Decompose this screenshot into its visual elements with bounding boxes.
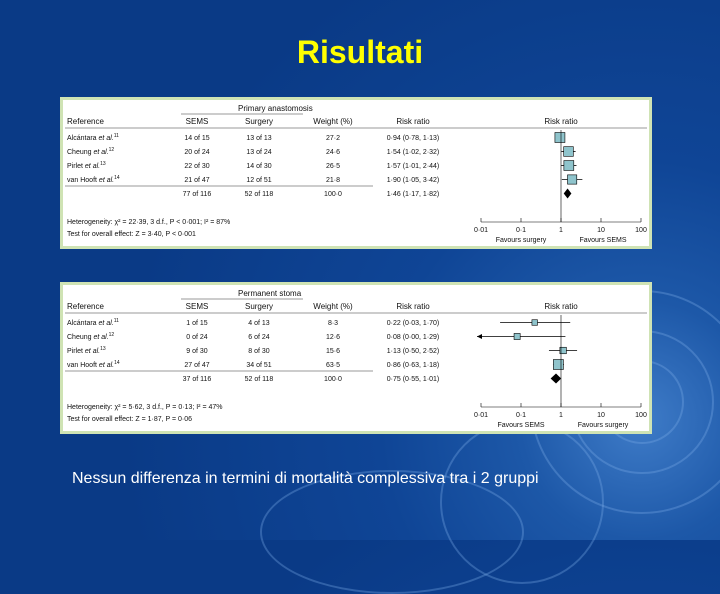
study-sems-events: 20 of 24 [184,149,210,156]
study-risk-ratio: 1·57 (1·01, 2·44) [386,163,440,170]
study-point-marker [532,320,538,326]
x-axis-tick-label: 0·1 [515,227,527,234]
x-axis-tick-label: 1 [559,412,563,419]
group-header: Permanent stoma [238,289,302,298]
column-header-surgery: Surgery [244,117,274,126]
forest-plot-permanent-stoma [60,282,652,434]
total-weight: 100·0 [324,191,342,198]
x-axis-tick-label: 10 [597,227,605,234]
x-axis-tick-label: 100 [635,412,647,419]
slide-title: Risultati [296,34,424,70]
total-risk-ratio: 1·46 (1·17, 1·82) [386,191,440,198]
column-header-weight: Weight (%) [313,302,353,311]
column-header-risk-ratio: Risk ratio [396,117,430,126]
favours-left-label: Favours SEMS [497,422,545,429]
ci-arrow-marker [477,334,482,339]
column-header-reference: Reference [67,117,104,126]
study-surgery-events: 13 of 13 [246,135,272,142]
total-risk-ratio: 0·75 (0·55, 1·01) [386,376,440,383]
total-surgery-events: 52 of 118 [244,191,274,198]
study-surgery-events: 12 of 51 [246,177,272,184]
favours-right-label: Favours SEMS [579,237,627,244]
study-point-marker [564,147,574,157]
study-weight: 21·8 [325,177,341,184]
column-header-sems: SEMS [185,117,209,126]
study-sems-events: 14 of 15 [184,135,210,142]
study-weight: 27·2 [325,135,341,142]
study-sems-events: 9 of 30 [186,348,208,355]
study-weight: 12·6 [325,334,341,341]
study-weight: 24·6 [325,149,341,156]
pooled-estimate-diamond [564,189,572,199]
column-header-surgery: Surgery [244,302,274,311]
total-surgery-events: 52 of 118 [244,376,274,383]
study-sems-events: 22 of 30 [184,163,210,170]
column-header-risk-ratio-plot: Risk ratio [544,117,578,126]
x-axis-tick-label: 0·01 [473,227,489,234]
study-risk-ratio: 0·86 (0·63, 1·18) [386,362,440,369]
x-axis-tick-label: 10 [597,412,605,419]
study-sems-events: 21 of 47 [184,177,210,184]
study-risk-ratio: 0·08 (0·00, 1·29) [386,334,440,341]
study-surgery-events: 14 of 30 [246,163,272,170]
study-surgery-events: 4 of 13 [248,320,270,327]
x-axis-tick-label: 0·1 [515,412,527,419]
forest-plot-primary-anastomosis [60,97,652,249]
study-surgery-events: 6 of 24 [248,334,270,341]
x-axis-tick-label: 1 [559,227,563,234]
study-sems-events: 27 of 47 [184,362,210,369]
study-weight: 63·5 [325,362,341,369]
study-weight: 15·6 [325,348,341,355]
pooled-estimate-diamond [551,374,562,384]
study-point-marker [514,333,520,339]
study-surgery-events: 13 of 24 [246,149,272,156]
column-header-risk-ratio-plot: Risk ratio [544,302,578,311]
slide-caption: Nessun differenza in termini di mortalità complessiva tra i 2 gruppi [72,470,539,487]
study-point-marker [564,161,574,171]
column-header-sems: SEMS [185,302,209,311]
study-surgery-events: 34 of 51 [246,362,272,369]
column-header-risk-ratio: Risk ratio [396,302,430,311]
study-surgery-events: 8 of 30 [248,348,270,355]
study-reference: Pirlet et al.$^{13}$ [67,346,106,355]
forest-plot-svg [63,100,649,246]
study-sems-events: 0 of 24 [186,334,208,341]
study-point-marker [568,175,577,184]
total-weight: 100·0 [324,376,342,383]
study-sems-events: 1 of 15 [186,320,208,327]
study-reference: Alcántara et al.$^{11}$ [67,318,119,327]
heterogeneity-text: Heterogeneity: χ² = 5·62, 3 d.f., P = 0·13; I² = 47% [67,404,223,411]
study-risk-ratio: 1·13 (0·50, 2·52) [386,348,440,355]
total-sems-events: 77 of 116 [182,191,212,198]
column-header-weight: Weight (%) [313,117,353,126]
group-header: Primary anastomosis [238,104,313,113]
favours-right-label: Favours surgery [577,422,629,429]
study-reference: Pirlet et al.$^{13}$ [67,161,106,170]
study-reference: Alcántara et al.$^{11}$ [67,133,119,142]
column-header-reference: Reference [67,302,104,311]
overall-effect-text: Test for overall effect: Z = 3·40, P < 0·001 [67,231,196,238]
x-axis-tick-label: 0·01 [473,412,489,419]
study-weight: 26·5 [325,163,341,170]
study-risk-ratio: 0·22 (0·03, 1·70) [386,320,440,327]
study-point-marker [555,133,565,143]
study-risk-ratio: 1·90 (1·05, 3·42) [386,177,440,184]
study-reference: Cheung et al.$^{12}$ [67,147,115,156]
background-ripple [260,470,524,594]
study-risk-ratio: 0·94 (0·78, 1·13) [386,135,440,142]
favours-left-label: Favours surgery [495,237,547,244]
study-risk-ratio: 1·54 (1·02, 2·32) [386,149,440,156]
x-axis-tick-label: 100 [635,227,647,234]
study-point-marker [553,360,563,370]
study-weight: 8·3 [327,320,339,327]
overall-effect-text: Test for overall effect: Z = 1·87, P = 0·06 [67,416,193,423]
study-reference: van Hooft et al.$^{14}$ [67,175,120,184]
study-reference: van Hooft et al.$^{14}$ [67,360,120,369]
study-reference: Cheung et al.$^{12}$ [67,332,115,341]
heterogeneity-text: Heterogeneity: χ² = 22·39, 3 d.f., P < 0·001; I² = 87% [67,219,231,226]
total-sems-events: 37 of 116 [182,376,212,383]
forest-plot-svg [63,285,649,431]
